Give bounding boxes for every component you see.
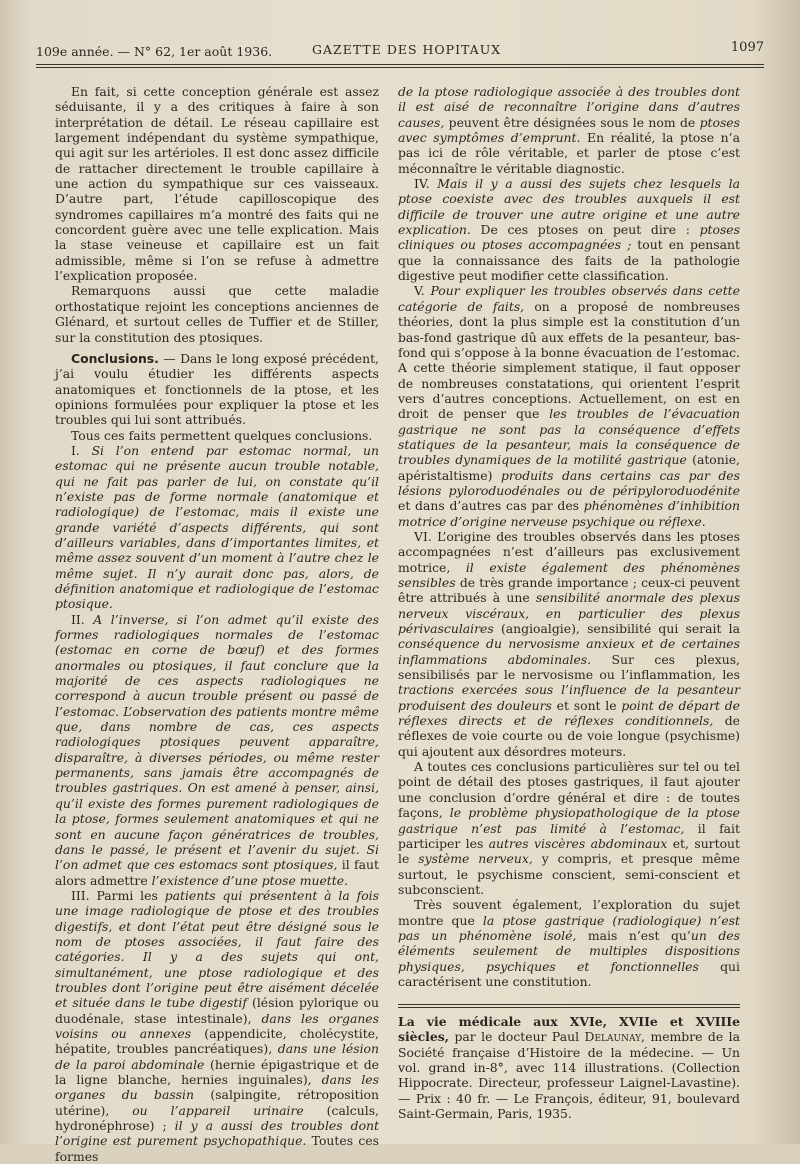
journal-title: GAZETTE DES HOPITAUX [312, 42, 502, 57]
paragraph-text: Si l’on entend par estomac normal, un estomac qui ne présente aucun trouble notable, qui ne fait pas parler de lui, on constate qu’il n’existe pas de forme normale (anatomique et radiologique) de l’estomac, mais il existe une grande variété d’aspects différents, qui sont d’ailleurs variables, dans d’importantes limites, et même assez souvent d’un moment à l’autre chez le même sujet. Il n’y aurait donc pas, alors, de définition anatomique et radiologique de l’estomac ptosique. [55, 442, 379, 612]
paragraph-text: ptoses cliniques ou ptoses accompagnées ; [398, 222, 740, 253]
paragraph [398, 283, 740, 529]
paragraph-text: il fait participer les [398, 820, 740, 851]
paragraph-text: (hernie épigastrique et de la ligne blanche, hernies inguinales), [55, 1056, 379, 1087]
paragraph [398, 176, 740, 283]
page-number: 1097 [730, 40, 764, 55]
review-rule-bottom [398, 1007, 740, 1008]
paragraph [55, 888, 379, 1164]
paragraph-text: (lésion pylorique ou duodénale, stase intestinale), [55, 995, 379, 1026]
paragraph [398, 84, 740, 176]
paragraph-text: un des éléments seulement de multiples dispositions physiques, psychiques et fonctionnelles [398, 927, 740, 974]
page-header [36, 40, 764, 62]
paragraph-text: (angioalgie), sensibilité qui serait la [493, 621, 740, 637]
section-number: II. [71, 611, 94, 627]
section-number: III. Parmi les [71, 887, 165, 903]
paragraph-text: de très grande importance ; ceux-ci peuvent être attribués à une [398, 575, 740, 606]
paragraph-text: tout en pensant que la connaissance des faits de la pathologie digestive peut modifier cette classification. [398, 237, 740, 284]
section-number: V. [414, 283, 431, 299]
review-author: Delaunay, [584, 1029, 645, 1045]
paragraph-text: le problème physiopathologique de la ptose gastrique n’est pas limité à l’estomac, [398, 805, 740, 836]
paragraph-text: mais n’est qu’ [576, 927, 691, 943]
paragraph [398, 529, 740, 759]
section-number: IV. [414, 176, 438, 192]
paragraph-text: et sont le [551, 697, 622, 713]
paragraph-text: dans les organes voisins ou annexes [55, 1010, 380, 1041]
paragraph-text: tractions exercées sous l’influence de la pesanteur produisent des douleurs [398, 682, 740, 713]
paragraph-text: et, surtout le [398, 835, 740, 867]
paragraph-text: dans les organes du bassin [55, 1072, 379, 1103]
review-rule-top [398, 1004, 740, 1005]
header-rule-top [36, 64, 764, 65]
paragraph-text: A toutes ces conclusions particulières sur tel ou tel point de détail des ptoses gastriques, il faut ajouter une conclusion d’ordre général et dire : de toutes façons, [398, 759, 740, 821]
paragraph-text: il y a aussi des troubles dont l’origine est purement psychopathique. [55, 1118, 379, 1149]
review-text-part: par le docteur Paul [449, 1029, 585, 1045]
paragraph-text: phénomènes d’inhibition motrice d’origine nerveuse psychique ou réflexe. [398, 498, 740, 529]
paragraph: En fait, si cette conception générale est assez séduisante, il y a des critiques à faire à son interprétation de détail. Le réseau capillaire est largement indépendant du système sympathique, qui agit sur les artérioles. Il est donc assez difficile de rattacher directement le trouble capillaire à une action du sympathique sur ces vaisseaux. D’autre part, l’étude capilloscopique des syndromes capillaires m’a montré des faits qui ne concordent guère avec une telle explication. Mais la stase veineuse et capillaire est un fait admissible, même si l’on se refuse à admettre l’explication proposée. [55, 84, 379, 284]
paragraph-text: la ptose gastrique (radiologique) n’est pas un phénomène isolé, [398, 912, 740, 943]
paragraph-text: dans une lésion de la paroi abdominale [55, 1041, 379, 1072]
paragraph-text: de la ptose radiologique associée à des troubles dont il est aisé de reconnaître l’origine dans d’autres causes, [398, 84, 740, 130]
paragraph-text: l’existence d’une ptose muette. [151, 872, 349, 888]
paragraph-text: système nerveux, [418, 851, 533, 867]
paragraph-text: Toutes ces formes [55, 1133, 379, 1164]
paragraph-text: peuvent être désignées sous le nom de [444, 114, 700, 130]
paragraph-text: Mais il y a aussi des sujets chez lesquels la ptose coexiste avec des troubles auxquels il est difficile de trouver une autre origine et une autre explication. [398, 176, 740, 238]
paragraph-text: point de départ de réflexes directs et de réflexes conditionnels, [398, 697, 740, 729]
header-rule-bottom [36, 67, 764, 68]
paragraph-text: (atonie, apéristaltisme) [398, 452, 740, 483]
section-number: VI. L’origine des troubles observés dans les ptoses accompagnées n’est d’ailleurs pas exclusivement motrice, [398, 528, 740, 575]
paragraph-text: il existe également des phénomènes sensibles [398, 559, 740, 590]
paragraph [55, 612, 379, 888]
review-title: La vie médicale aux XVIe, XVIIe et XVIIIe siècles, [398, 1014, 740, 1045]
paragraph-text: les troubles de l’évacuation gastrique ne sont pas la conséquence d’effets statiques de la pesanteur, mais la conséquence de troubles dynamiques de la motilité gastrique [398, 406, 740, 468]
paragraph-text: Pour expliquer les troubles observés dans cette catégorie de faits, [398, 283, 740, 314]
review-text-part: membre de la Société française d’Histoire de la médecine. — Un vol. grand in-8°, avec 114 illustrations. (Collection Hippocrate. Directeur, professeur Laignel-Lavastine). — Prix : 40 fr. — Le François, éditeur, 91, boulevard Saint-Germain, Paris, 1935. [398, 1029, 741, 1122]
paragraph-text: Très souvent également, l’exploration du sujet montre que [398, 897, 740, 928]
paragraph-text: De ces ptoses on peut dire : [470, 222, 700, 238]
paragraph-text: conséquence du nervosisme anxieux et de certaines inflammations abdominales. [398, 636, 740, 667]
paragraph-text: ou l’appareil urinaire [132, 1102, 304, 1118]
issue-info: 109e année. — N° 62, 1er août 1936. [36, 44, 273, 59]
right-column [398, 84, 740, 989]
paragraph-text: il faut alors admettre [55, 857, 379, 888]
paragraph [398, 759, 740, 897]
paragraph-text: et dans d’autres cas par des [398, 498, 584, 514]
paragraph-text: qui caractérisent une constitution. [398, 958, 740, 989]
paragraph-text: Sur ces plexus, sensibilisés par le nervosisme ou l’inflammation, les [398, 651, 740, 683]
paragraph-text: y compris, et presque même surtout, le psychisme conscient, semi-conscient et subconscient. [398, 851, 740, 897]
paragraph-text: de réflexes de voie courte ou de voie longue (psychisme) qui ajoutent aux désordres moteurs. [398, 713, 740, 759]
paragraph-text: En réalité, la ptose n’a pas ici de rôle véritable, et parler de ptose c’est méconnaître le véritable diagnostic. [398, 130, 740, 176]
paragraph-text: (calculs, hydronéphrose) ; [55, 1102, 379, 1134]
paragraph-text: (salpingite, rétroposition utérine), [55, 1087, 379, 1118]
conclusions-heading: Conclusions. [71, 350, 159, 366]
paragraph: Remarquons aussi que cette maladie orthostatique rejoint les conceptions anciennes de Glénard, et surtout celles de Tuffier et de Stiller, sur la constitution des ptosiques. [55, 283, 379, 345]
left-column [55, 84, 379, 1164]
section-number: I. [71, 442, 92, 458]
paragraph [55, 443, 379, 612]
paragraph-text: produits dans certains cas par des lésions pyloroduodénales ou de péripyloroduodénite [398, 467, 740, 498]
paragraph-text: sensibilité anormale des plexus nerveux viscéraux, en particulier des plexus périvasculaires [398, 590, 740, 637]
paragraph: Tous ces faits permettent quelques conclusions. [71, 427, 373, 443]
paragraph-text: autres viscères abdominaux [488, 835, 668, 851]
book-review [398, 1014, 740, 1121]
paragraph-text: A l’inverse, si l’on admet qu’il existe des formes radiologiques normales de l’estomac (estomac en corne de bœuf) et des formes anormales ou ptosiques, il faut conclure que la majorité de ces aspects radiologiques ne correspond à aucun trouble présent ou passé de l’estomac. L’observation des patients montre même que, dans nombre de cas, ces aspects radiologiques ptosiques peuvent apparaître, disparaître, à diverses périodes, ou même rester permanents, sans jamais être accompagnés de troubles gastriques. On est amené à penser, ainsi, qu’il existe des formes purement radiologiques de la ptose, formes seulement anatomiques et qui ne sont en aucune façon génératrices de troubles, dans le passé, le présent et l’avenir du sujet. Si l’on admet que ces estomacs sont ptosiques, [55, 611, 379, 873]
paragraph-text: (appendicite, cholécystite, hépatite, troubles pancréatiques), [55, 1025, 379, 1057]
paragraph-text: on a proposé de nombreuses théories, dont la plus simple est la constitution d’un bas-fond gastrique dû aux effets de la pesanteur, bas-fond qui s’oppose à la bonne évacuation de l’estomac. A cette théorie simplement statique, il faut opposer de nombreuses constatations, qui orientent l’esprit vers d’autres conceptions. Actuellement, on est en droit de penser que [398, 298, 740, 422]
paragraph [398, 897, 740, 989]
paragraph-text: patients qui présentent à la fois une image radiologique de ptose et des troubles digestifs, et dont l’état peut être désigné sous le nom de ptoses associées, il faut faire des catégories. Il y a des sujets qui ont, simultanément, une ptose radiologique et des troubles dont l’origine peut être aisément décelée et située dans le tube digestif [55, 887, 379, 1011]
paragraph [55, 351, 379, 428]
review-text [398, 1014, 740, 1121]
paragraph-text: ptoses avec symptômes d’emprunt. [398, 114, 740, 146]
paragraph-text: — Dans le long exposé précédent, j’ai voulu étudier les différents aspects anatomiques et fonctionnels de la ptose, et les opinions formulées pour expliquer la ptose et les troubles qui lui sont attribués. [55, 350, 379, 428]
